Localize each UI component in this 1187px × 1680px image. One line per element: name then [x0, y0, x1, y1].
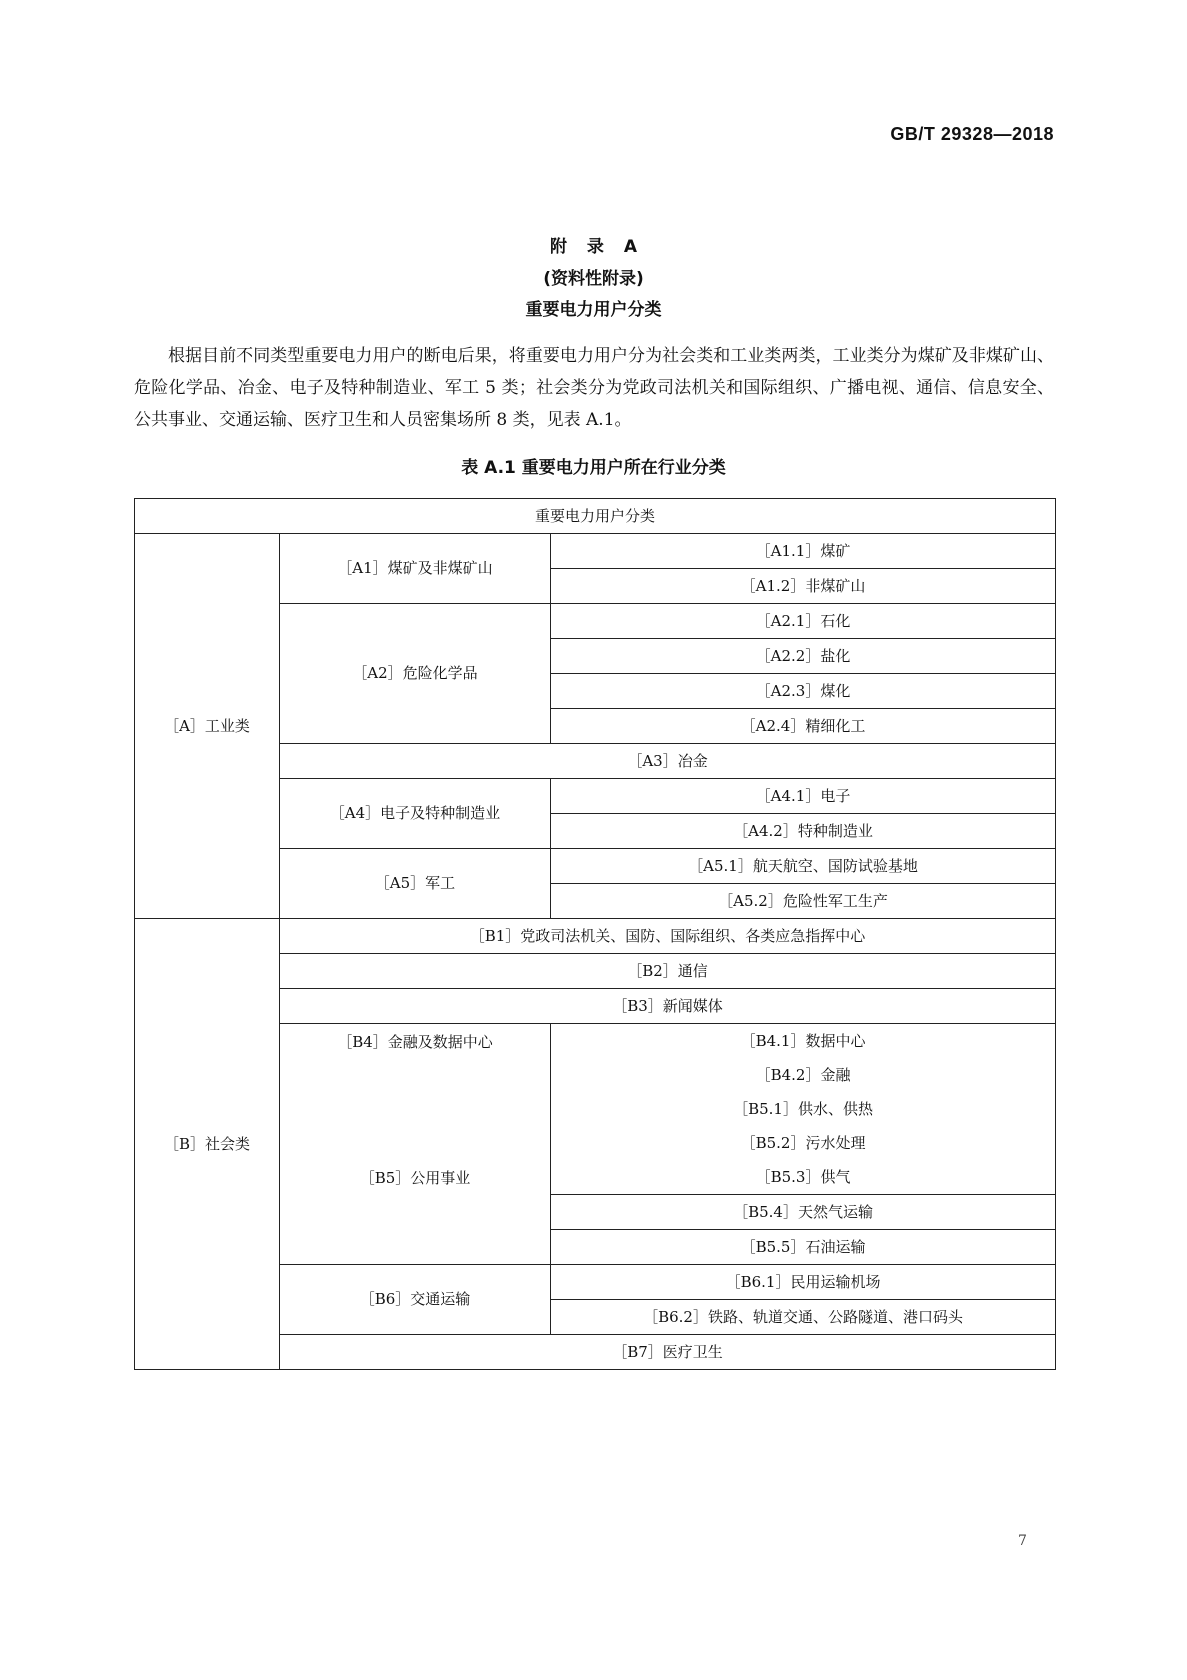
table-row [135, 499, 1056, 534]
cell-b3: ［B3］新闻媒体 [280, 989, 1056, 1024]
table-row [135, 919, 1056, 954]
standard-code: GB/T 29328—2018 [890, 124, 1054, 144]
cell-b4-1: ［B4.1］数据中心 [551, 1024, 1056, 1059]
cell-b4: ［B4］金融及数据中心 [280, 1024, 551, 1093]
cell-b6-2: ［B6.2］铁路、轨道交通、公路隧道、港口码头 [551, 1300, 1056, 1335]
cell-b5-1: ［B5.1］供水、供热 [551, 1092, 1056, 1126]
cell-a4-1: ［A4.1］电子 [551, 779, 1056, 814]
intro-paragraph: 根据目前不同类型重要电力用户的断电后果，将重要电力用户分为社会类和工业类两类，工业类分为煤矿及非煤矿山、危险化学品、冶金、电子及特种制造业、军工 5 类；社会类分为党政司法机关和国际组织、广播电视、通信、信息安全、公共事业、交通运输、医疗卫生和人员密集场所 8 类，见表 A.1。 [134, 346, 1054, 430]
cell-a5-1: ［A5.1］航天航空、国防试验基地 [551, 849, 1056, 884]
cell-b6: ［B6］交通运输 [280, 1265, 551, 1335]
cell-b5-4: ［B5.4］天然气运输 [551, 1195, 1056, 1230]
cell-b2: ［B2］通信 [280, 954, 1056, 989]
cell-a2-1: ［A2.1］石化 [551, 604, 1056, 639]
cell-a1-1: ［A1.1］煤矿 [551, 534, 1056, 569]
cell-a2-3: ［A2.3］煤化 [551, 674, 1056, 709]
cell-b6-1: ［B6.1］民用运输机场 [551, 1265, 1056, 1300]
table-header: 重要电力用户分类 [135, 499, 1056, 534]
cell-a1-2: ［A1.2］非煤矿山 [551, 569, 1056, 604]
cell-b5: ［B5］公用事业 [280, 1092, 551, 1265]
page-number: 7 [1018, 1533, 1027, 1549]
cell-b5-5: ［B5.5］石油运输 [551, 1230, 1056, 1265]
cell-b7: ［B7］医疗卫生 [280, 1335, 1056, 1370]
cell-a1: ［A1］煤矿及非煤矿山 [280, 534, 551, 604]
cell-a4: ［A4］电子及特种制造业 [280, 779, 551, 849]
category-b: ［B］社会类 [135, 919, 280, 1370]
cell-b5-3: ［B5.3］供气 [551, 1160, 1056, 1195]
classification-table [134, 498, 1056, 1370]
cell-a4-2: ［A4.2］特种制造业 [551, 814, 1056, 849]
category-a: ［A］工业类 [135, 534, 280, 919]
cell-b1: ［B1］党政司法机关、国防、国际组织、各类应急指挥中心 [280, 919, 1056, 954]
table-row [135, 534, 1056, 569]
table-caption: 表 A.1 重要电力用户所在行业分类 [461, 458, 726, 478]
appendix-title: 重要电力用户分类 [525, 300, 662, 320]
appendix-label: 附 录 A [550, 237, 637, 257]
cell-a2: ［A2］危险化学品 [280, 604, 551, 744]
cell-a2-4: ［A2.4］精细化工 [551, 709, 1056, 744]
cell-a3: ［A3］冶金 [280, 744, 1056, 779]
cell-a2-2: ［A2.2］盐化 [551, 639, 1056, 674]
appendix-type: (资料性附录) [543, 269, 644, 289]
cell-b5-2: ［B5.2］污水处理 [551, 1126, 1056, 1160]
cell-b4-2: ［B4.2］金融 [551, 1058, 1056, 1092]
cell-a5: ［A5］军工 [280, 849, 551, 919]
cell-a5-2: ［A5.2］危险性军工生产 [551, 884, 1056, 919]
